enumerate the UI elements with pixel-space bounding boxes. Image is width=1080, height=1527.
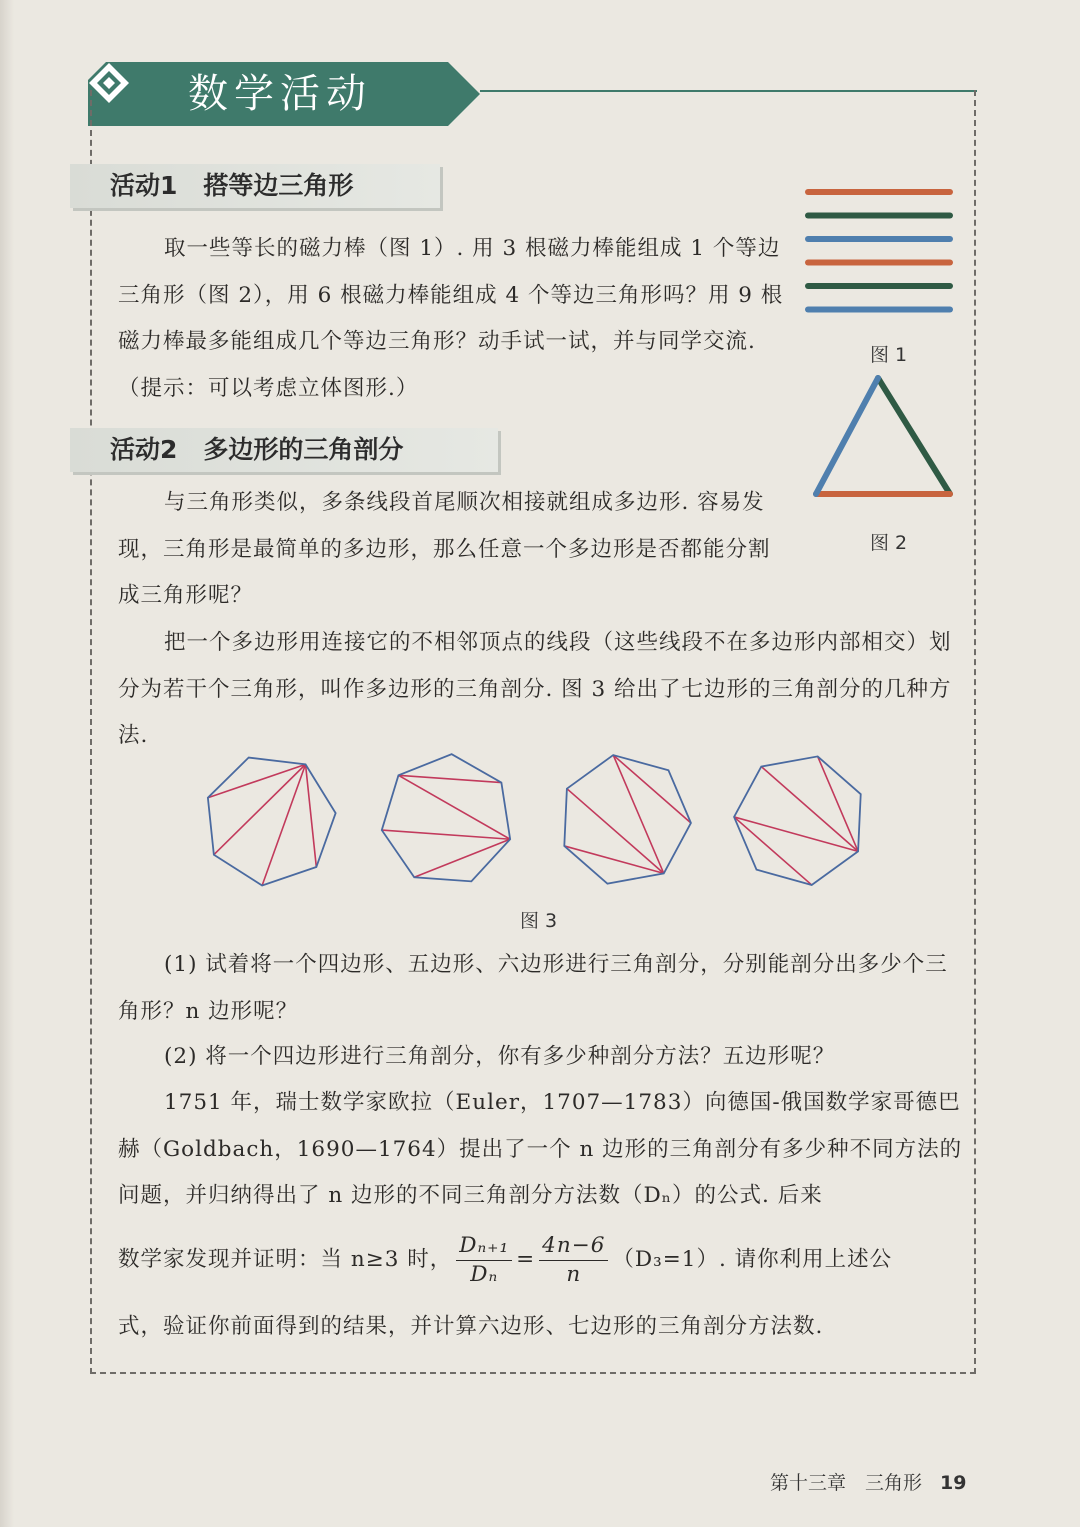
figure3-caption: 图 3: [520, 910, 558, 932]
question-2: [118, 1034, 964, 1081]
formula-trailing-text: （D₃=1）. 请你利用上述公: [612, 1247, 893, 1272]
activity1-paragraph: [118, 226, 786, 412]
question-1: [118, 942, 964, 1035]
formula-right-fraction: [539, 1232, 608, 1289]
figure2-triangle: [808, 368, 964, 508]
triangulation-diagonal: [818, 756, 858, 851]
activity2-paragraph-2: [118, 620, 964, 760]
triangulation-diagonal: [262, 764, 305, 885]
left-denominator: Dₙ: [470, 1261, 499, 1287]
final-text: 式，验证你前面得到的结果，并计算六边形、七边形的三角剖分方法数.: [118, 1314, 824, 1339]
heptagon-3: [564, 755, 691, 884]
activity1-title: 搭等边三角形: [203, 171, 354, 200]
heptagon-2: [382, 754, 510, 881]
heptagon-outline: [382, 754, 510, 881]
figure3-heptagons: [195, 748, 875, 898]
activity1-heading: [70, 164, 440, 208]
heptagon-4: [734, 756, 861, 885]
activity2-text-1: 与三角形类似，多条线段首尾顺次相接就组成多边形. 容易发现，三角形是最简单的多边形，那么任意一个多边形是否都能分割成三角形呢？: [118, 490, 771, 608]
question-1-text: (1) 试着将一个四边形、五边形、六边形进行三角剖分，分别能剖分出多少个三角形？n 边形呢？: [118, 952, 948, 1024]
activity2-title: 多边形的三角剖分: [203, 435, 404, 464]
triangulation-diagonal: [613, 755, 664, 873]
activity1-number: 活动1: [110, 171, 178, 200]
page-number: 19: [940, 1472, 967, 1494]
heptagon-outline: [564, 755, 691, 884]
activity2-text-2: 把一个多边形用连接它的不相邻顶点的线段（这些线段不在多边形内部相交）划分为若干个三角形，叫作多边形的三角剖分. 图 3 给出了七边形的三角剖分的几种方法.: [118, 630, 952, 748]
triangulation-diagonal: [382, 830, 510, 839]
activity2-paragraph-1: [118, 480, 786, 620]
question-2-text: (2) 将一个四边形进行三角剖分，你有多少种剖分方法？五边形呢？: [164, 1044, 836, 1069]
activity2-number: 活动2: [110, 435, 178, 464]
final-paragraph: [118, 1304, 964, 1351]
chapter-label: 第十三章 三角形: [770, 1472, 923, 1494]
left-numerator: Dₙ₊₁: [456, 1232, 512, 1261]
equals-sign: =: [516, 1247, 536, 1272]
figure1-caption: 图 1: [870, 344, 908, 366]
formula-line: [118, 1230, 964, 1290]
formula-lead-text: 数学家发现并证明：当 n≥3 时，: [118, 1247, 453, 1272]
triangulation-formula: [456, 1230, 608, 1290]
page-spine-shadow: [0, 0, 14, 1527]
banner-title: 数学活动: [188, 71, 372, 117]
page-footer: [770, 1468, 966, 1495]
formula-left-fraction: [456, 1232, 512, 1289]
euler-paragraph: [118, 1080, 964, 1220]
triangulation-diagonal: [414, 839, 510, 877]
figure2-caption: 图 2: [870, 532, 908, 554]
triangulation-diagonal: [398, 775, 501, 782]
heptagon-outline: [734, 756, 861, 885]
activity2-heading: [70, 428, 498, 472]
right-numerator: 4n−6: [539, 1232, 608, 1261]
heptagon-1: [208, 758, 336, 886]
triangulation-diagonal: [208, 764, 306, 797]
euler-text: 1751 年，瑞士数学家欧拉（Euler，1707—1783）向德国-俄国数学家哥德巴赫（Goldbach，1690—1764）提出了一个 n 边形的三角剖分有多少种不同方法的问题，并归纳得出了 n 边形的不同三角剖分方法数（Dₙ）的公式. 后来: [118, 1090, 963, 1208]
triangle-rod: [878, 378, 950, 494]
triangulation-diagonal: [398, 775, 510, 839]
triangle-rod: [816, 378, 878, 494]
activity1-text: 取一些等长的磁力棒（图 1）. 用 3 根磁力棒能组成 1 个等边三角形（图 2），用 6 根磁力棒能组成 4 个等边三角形吗？用 9 根磁力棒最多能组成几个等边三角形？动手试一试，并与同学交流.（提示：可以考虑立体图形.）: [118, 236, 784, 401]
figure1-rods: [800, 182, 960, 317]
right-denominator: n: [566, 1261, 582, 1287]
